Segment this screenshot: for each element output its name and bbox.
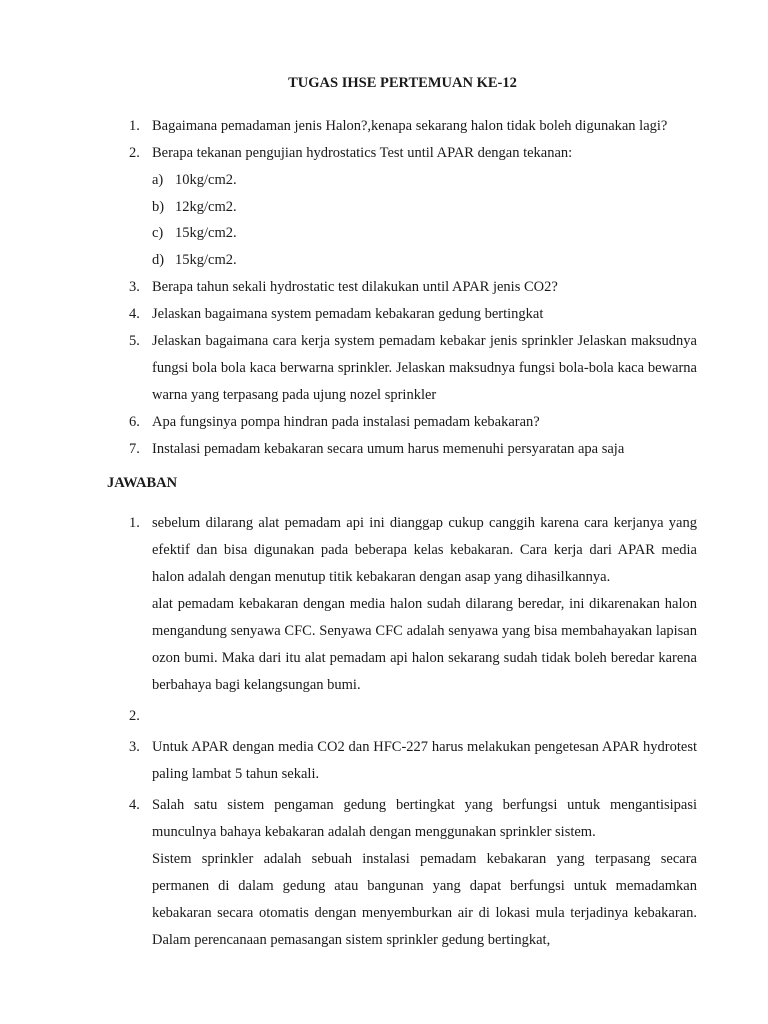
question-number: 4. bbox=[129, 305, 140, 322]
answer-paragraph: alat pemadam kebakaran dengan media halon sudah dilarang beredar, ini dikarenakan halon mengandung senyawa CFC. Senyawa CFC adalah senyawa yang bisa membahayakan lapisan ozon bumi. Maka dari itu alat pemadam api halon sekarang sudah tidak boleh beredar karena berbahaya bagi kelangsungan bumi. bbox=[152, 596, 697, 693]
option-item bbox=[152, 167, 697, 194]
question-item bbox=[107, 140, 697, 274]
answer-paragraph: Untuk APAR dengan media CO2 dan HFC-227 harus melakukan pengetesan APAR hydrotest paling lambat 5 tahun sekali. bbox=[152, 739, 697, 782]
option-text: 15kg/cm2. bbox=[175, 252, 237, 269]
answer-number: 2. bbox=[129, 708, 140, 724]
answer-item bbox=[107, 734, 697, 788]
answer-item bbox=[107, 510, 697, 699]
question-item bbox=[107, 113, 697, 140]
answer-empty bbox=[152, 703, 697, 730]
answer-number: 1. bbox=[129, 515, 140, 531]
question-item bbox=[107, 274, 697, 301]
question-number: 5. bbox=[129, 332, 140, 349]
option-text: 10kg/cm2. bbox=[175, 172, 237, 188]
answer-item bbox=[107, 703, 697, 730]
option-letter: c) bbox=[152, 225, 164, 242]
question-number: 7. bbox=[129, 440, 140, 457]
question-text: Jelaskan bagaimana system pemadam kebakaran gedung bertingkat bbox=[152, 305, 544, 322]
option-item bbox=[152, 194, 697, 221]
option-list bbox=[152, 167, 697, 274]
option-item bbox=[152, 220, 697, 247]
answer-number: 3. bbox=[129, 739, 140, 755]
option-item bbox=[152, 247, 697, 274]
question-list bbox=[107, 113, 697, 463]
option-letter: a) bbox=[152, 172, 164, 188]
question-number: 2. bbox=[129, 145, 140, 161]
question-text: Jelaskan bagaimana cara kerja system pemadam kebakar jenis sprinkler Jelaskan maksudnya fungsi bola bola kaca berwarna sprinkler. Jelaskan maksudnya fungsi bola-bola kaca bewarna warna yang terpasang pada ujung nozel sprinkler bbox=[152, 332, 697, 403]
question-text: Berapa tekanan pengujian hydrostatics Test until APAR dengan tekanan: bbox=[152, 145, 573, 161]
question-number: 3. bbox=[129, 278, 140, 295]
question-item bbox=[107, 301, 697, 328]
answer-list bbox=[107, 510, 697, 958]
option-letter: d) bbox=[152, 252, 165, 269]
answers-heading: JAWABAN bbox=[107, 475, 178, 491]
question-text: Bagaimana pemadaman jenis Halon?,kenapa sekarang halon tidak boleh digunakan lagi? bbox=[152, 118, 668, 134]
option-letter: b) bbox=[152, 198, 165, 215]
answer-item bbox=[107, 792, 697, 954]
question-item bbox=[107, 409, 697, 436]
answer-paragraph: sebelum dilarang alat pemadam api ini dianggap cukup canggih karena cara kerjanya yang efektif dan bisa digunakan pada beberapa kelas kebakaran. Cara kerja dari APAR media halon adalah dengan menutup titik kebakaran dengan asap yang dihasilkannya. bbox=[152, 515, 697, 585]
answer-paragraph: Sistem sprinkler adalah sebuah instalasi pemadam kebakaran yang terpasang secara permanen di dalam gedung atau bangunan yang dapat berfungsi untuk memadamkan kebakaran secara otomatis dengan menyemburkan air di lokasi mula terjadinya kebakaran. Dalam perencanaan pemasangan sistem sprinkler gedung bertingkat, bbox=[152, 851, 697, 948]
question-item bbox=[107, 328, 697, 409]
question-text: Instalasi pemadam kebakaran secara umum harus memenuhi persyaratan apa saja bbox=[152, 440, 625, 457]
question-item bbox=[107, 436, 697, 463]
question-number: 1. bbox=[129, 118, 140, 134]
question-text: Apa fungsinya pompa hindran pada instalasi pemadam kebakaran? bbox=[152, 413, 540, 430]
option-text: 15kg/cm2. bbox=[175, 225, 237, 242]
question-text: Berapa tahun sekali hydrostatic test dilakukan until APAR jenis CO2? bbox=[152, 278, 558, 295]
option-text: 12kg/cm2. bbox=[175, 198, 237, 215]
document-title: TUGAS IHSE PERTEMUAN KE-12 bbox=[288, 75, 517, 91]
answer-paragraph: Salah satu sistem pengaman gedung bertingkat yang berfungsi untuk mengantisipasi munculnya bahaya kebakaran adalah dengan menggunakan sprinkler sistem. bbox=[152, 797, 697, 840]
answer-number: 4. bbox=[129, 797, 140, 813]
question-number: 6. bbox=[129, 413, 140, 430]
